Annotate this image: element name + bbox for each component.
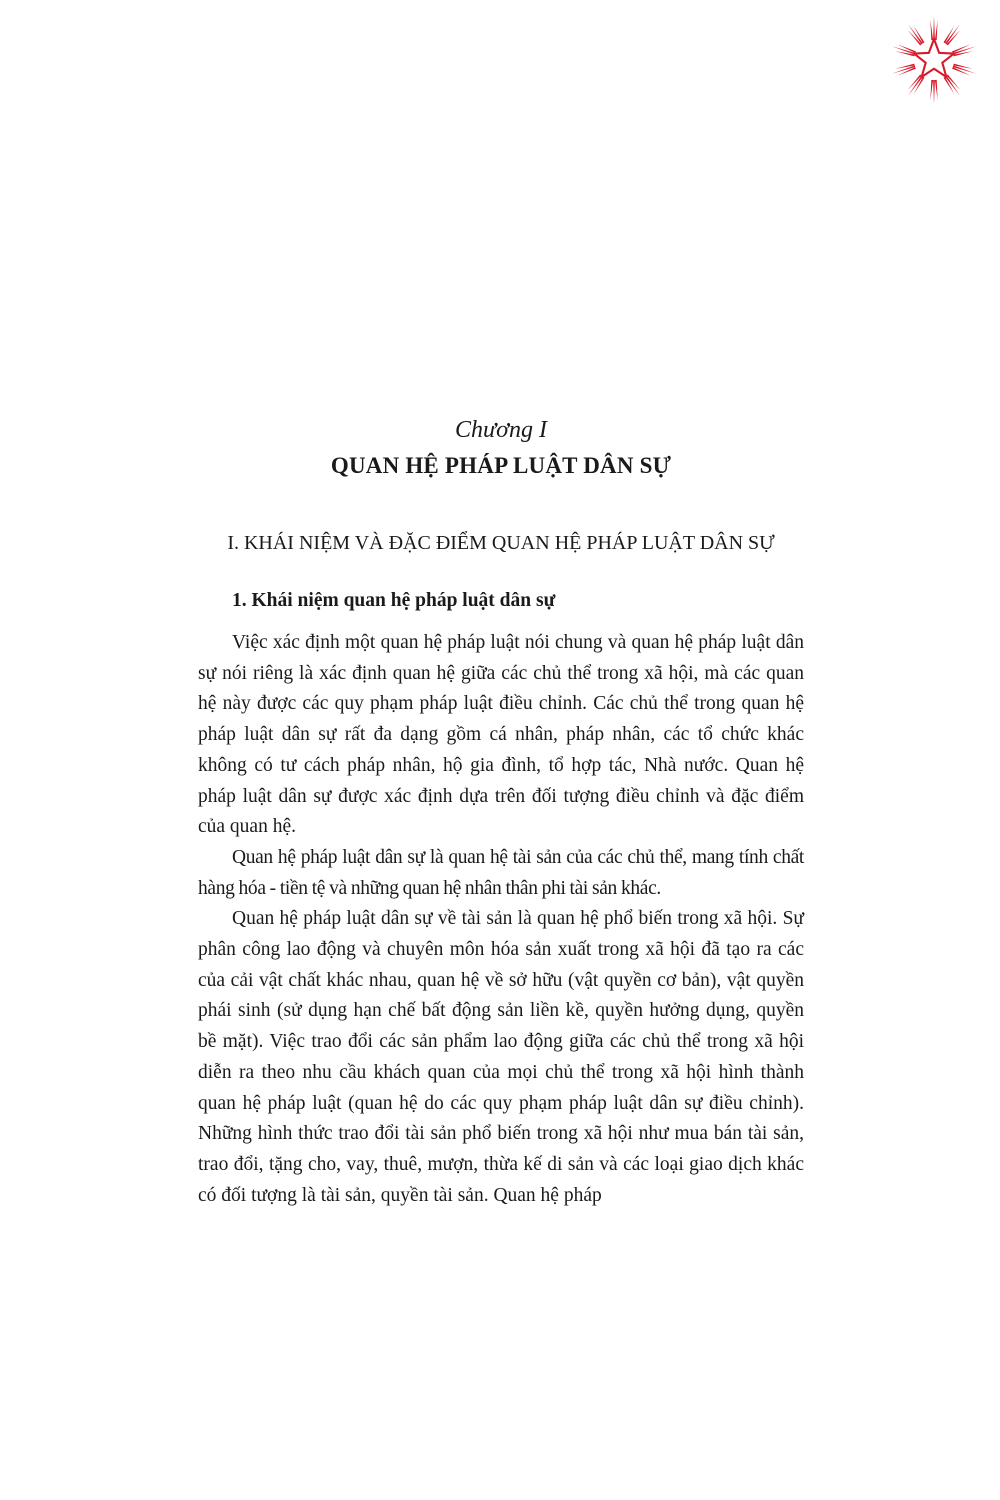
section-heading: I. KHÁI NIỆM VÀ ĐẶC ĐIỂM QUAN HỆ PHÁP LUẬT DÂN SỰ [227,532,775,554]
star-emblem-icon [888,14,980,106]
chapter-title: QUAN HỆ PHÁP LUẬT DÂN SỰ [330,453,672,478]
paragraph: Quan hệ pháp luật dân sự là quan hệ tài sản của các chủ thể, mang tính chất hàng hóa - tiền tệ và những quan hệ nhân thân phi tài sản khác. [198,846,804,899]
chapter-label: Chương I [455,417,547,443]
paragraph: Quan hệ pháp luật dân sự về tài sản là quan hệ phổ biến trong xã hội. Sự phân công lao động và chuyên môn hóa sản xuất trong xã hội đã tạo ra các của cải vật chất khác nhau, quan hệ về sở hữu (vật quyền cơ bản), vật quyền phái sinh (sử dụng hạn chế bất động sản liền kề, quyền hưởng dụng, quyền bề mặt). Việc trao đổi các sản phẩm lao động giữa các chủ thể trong xã hội diễn ra theo nhu cầu khách quan của mọi chủ thể trong xã hội hình thành quan hệ pháp luật (quan hệ do các quy phạm pháp luật dân sự điều chỉnh). Những hình thức trao đổi tài sản phổ biến trong xã hội như mua bán tài sản, trao đổi, tặng cho, vay, thuê, mượn, thừa kế di sản và các loại giao dịch khác có đối tượng là tài sản, quyền tài sản. Quan hệ pháp [198,908,804,1206]
paragraph: Việc xác định một quan hệ pháp luật nói chung và quan hệ pháp luật dân sự nói riêng là xác định quan hệ giữa các chủ thể trong xã hội, mà các quan hệ này được các quy phạm pháp luật điều chỉnh. Các chủ thể trong quan hệ pháp luật dân sự rất đa dạng gồm cá nhân, pháp nhân, các tổ chức khác không có tư cách pháp nhân, hộ gia đình, tổ hợp tác, Nhà nước. Quan hệ pháp luật dân sự được xác định dựa trên đối tượng điều chỉnh và đặc điểm của quan hệ. [198,632,804,838]
body-text [198,628,804,1211]
publisher-logo [888,14,980,106]
page-content [198,412,804,1211]
subsection-heading: 1. Khái niệm quan hệ pháp luật dân sự [232,590,556,611]
